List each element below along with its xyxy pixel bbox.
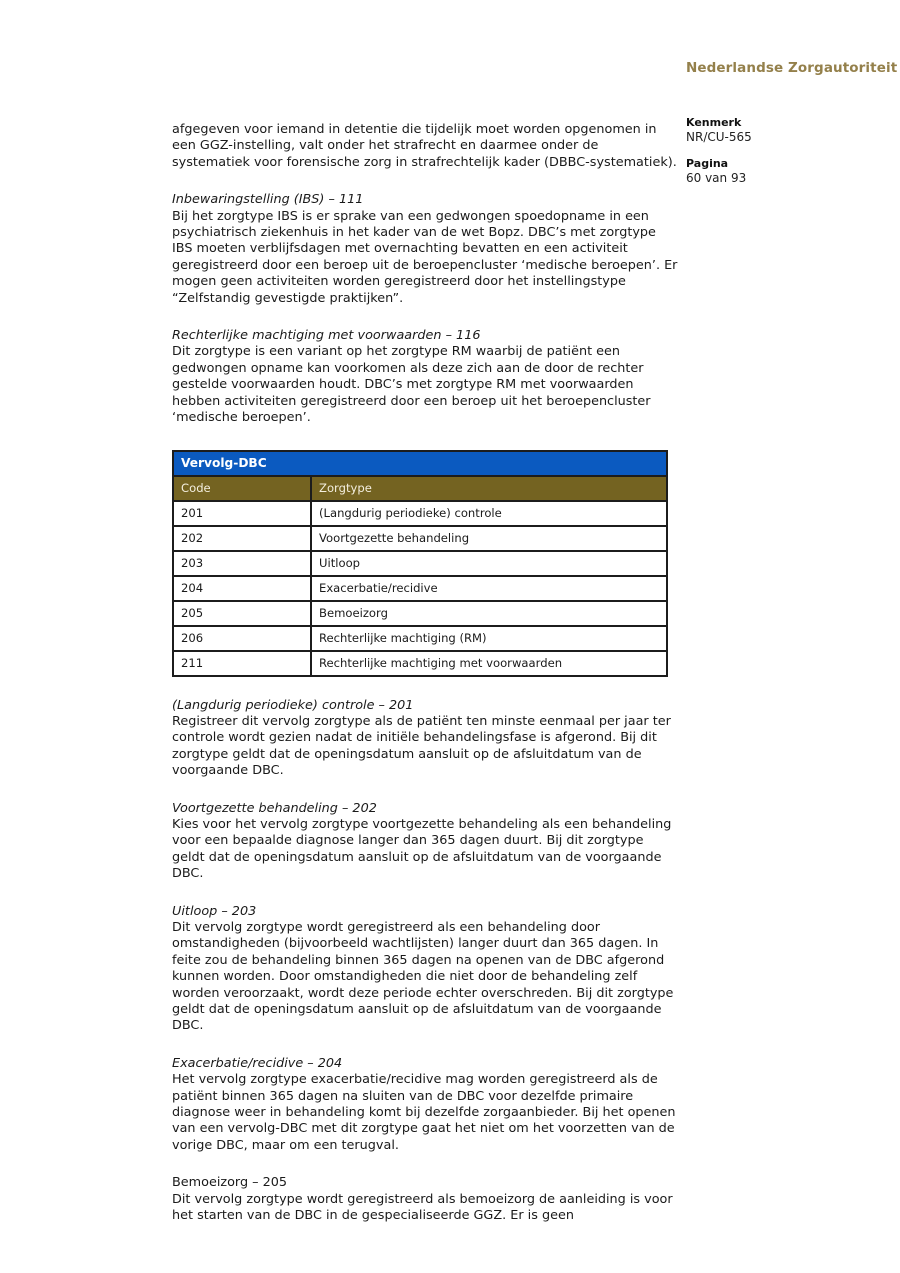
body-column: [172, 122, 679, 1224]
table-row: [173, 601, 667, 626]
table-cell-zorgtype: Rechterlijke machtiging met voorwaarden: [311, 651, 667, 676]
table-cell-zorgtype: Rechterlijke machtiging (RM): [311, 626, 667, 651]
section-paragraph: Dit zorgtype is een variant op het zorgtype RM waarbij de patiënt een gedwongen opname kan voorkomen als deze zich aan de door de rechter gestelde voorwaarden houdt. DBC’s met zorgtype RM met voorwaarden hebben activiteiten geregistreerd door een beroep uit het beroepencluster ‘medische beroepen’.: [172, 344, 651, 426]
table-cell-code: 202: [173, 526, 311, 551]
meta-value: NR/CU-565: [686, 130, 752, 144]
table-row: [173, 576, 667, 601]
table-cell-zorgtype: Bemoeizorg: [311, 601, 667, 626]
meta-pagina: [686, 157, 856, 186]
table-cell-zorgtype: Uitloop: [311, 551, 667, 576]
meta-label: Kenmerk: [686, 116, 742, 129]
table-row: [173, 501, 667, 526]
section-paragraph: Bij het zorgtype IBS is er sprake van een gedwongen spoedopname in een psychiatrisch ziekenhuis in het kader van de wet Bopz. DBC’s met zorgtype IBS moeten verblijfsdagen met overnachting bevatten en een activiteit geregistreerd door een beroep uit de beroepencluster ‘medische beroepen’. Er mogen geen activiteiten worden geregistreerd door het instellingstype “Zelfstandig gevestigde praktijken”.: [172, 208, 678, 306]
zorgtype-table: [172, 450, 668, 677]
section-paragraph: Registreer dit vervolg zorgtype als de patiënt ten minste eenmaal per jaar ter controle wordt gezien nadat de initiële behandelingsfase is afgerond. Bij dit zorgtype geldt dat de openingsdatum aansluit op de afsluitdatum van de voorgaande DBC.: [172, 713, 671, 779]
section-exacerbatie-204: [172, 1056, 679, 1154]
table-cell-code: 205: [173, 601, 311, 626]
section-voortgezette-202: [172, 801, 679, 883]
section-paragraph: Kies voor het vervolg zorgtype voortgezette behandeling als een behandeling voor een bepaalde diagnose langer dan 365 dagen duurt. Bij dit zorgtype geldt dat de openingsdatum aansluit op de afsluitdatum van de voorgaande DBC.: [172, 816, 672, 882]
table-column-header-code: Code: [173, 476, 311, 501]
section-uitloop-203: [172, 904, 679, 1035]
section-heading: Rechterlijke machtiging met voorwaarden – 116: [172, 328, 481, 344]
section-bemoeizorg-205: [172, 1175, 679, 1224]
table-cell-zorgtype: Voortgezette behandeling: [311, 526, 667, 551]
table-column-header-zorgtype: Zorgtype: [311, 476, 667, 501]
section-ibs-111: [172, 192, 679, 307]
table-cell-zorgtype: Exacerbatie/recidive: [311, 576, 667, 601]
section-heading: Voortgezette behandeling – 202: [172, 800, 377, 816]
table-cell-code: 204: [173, 576, 311, 601]
section-paragraph: Dit vervolg zorgtype wordt geregistreerd als een behandeling door omstandigheden (bijvoorbeeld wachtlijsten) langer duurt dan 365 dagen. In feite zou de behandeling binnen 365 dagen na openen van de DBC afgerond kunnen worden. Door omstandigheden die niet door de behandeling zelf worden veroorzaakt, wordt deze periode echter overschreden. Bij dit zorgtype geldt dat de openingsdatum aansluit op de afsluitdatum van de voorgaande DBC.: [172, 919, 674, 1034]
section-paragraph: Het vervolg zorgtype exacerbatie/recidive mag worden geregistreerd als de patiënt binnen 365 dagen na sluiten van de DBC voor dezelfde primaire diagnose weer in behandeling komt bij dezelfde zorgaanbieder. Bij het openen van een vervolg-DBC met dit zorgtype gaat het niet om het voorzetten van de vorige DBC, maar om een terugval.: [172, 1072, 676, 1153]
meta-kenmerk: [686, 116, 856, 145]
table-cell-zorgtype: (Langdurig periodieke) controle: [311, 501, 667, 526]
table-row: [173, 626, 667, 651]
table-row: [173, 551, 667, 576]
table-row: [173, 651, 667, 676]
table-header-row: [173, 476, 667, 501]
table-cell-code: 206: [173, 626, 311, 651]
section-heading: Bemoeizorg – 205: [172, 1175, 288, 1191]
section-heading: Uitloop – 203: [172, 903, 257, 919]
table-row: [173, 526, 667, 551]
meta-label: Pagina: [686, 157, 729, 170]
table-title: Vervolg-DBC: [173, 451, 667, 476]
section-heading: Inbewaringstelling (IBS) – 111: [172, 192, 364, 208]
table-cell-code: 211: [173, 651, 311, 676]
table-cell-code: 201: [173, 501, 311, 526]
table-title-row: [173, 451, 667, 476]
section-rm-voorwaarden-116: [172, 328, 679, 426]
section-controle-201: [172, 698, 679, 780]
meta-value: 60 van 93: [686, 171, 747, 185]
intro-paragraph: afgegeven voor iemand in detentie die tijdelijk moet worden opgenomen in een GGZ-instelling, valt onder het strafrecht en daarmee onder de systematiek voor forensische zorg in strafrechtelijk kader (DBBC-systematiek).: [172, 122, 677, 170]
section-paragraph: Dit vervolg zorgtype wordt geregistreerd als bemoeizorg de aanleiding is voor het starten van de DBC in de gespecialiseerde GGZ. Er is geen: [172, 1191, 673, 1224]
section-heading: Exacerbatie/recidive – 204: [172, 1055, 343, 1071]
table-cell-code: 203: [173, 551, 311, 576]
meta-panel: [686, 116, 856, 198]
section-heading: (Langdurig periodieke) controle – 201: [172, 697, 414, 713]
brand-wordmark: Nederlandse Zorgautoriteit: [686, 60, 898, 76]
